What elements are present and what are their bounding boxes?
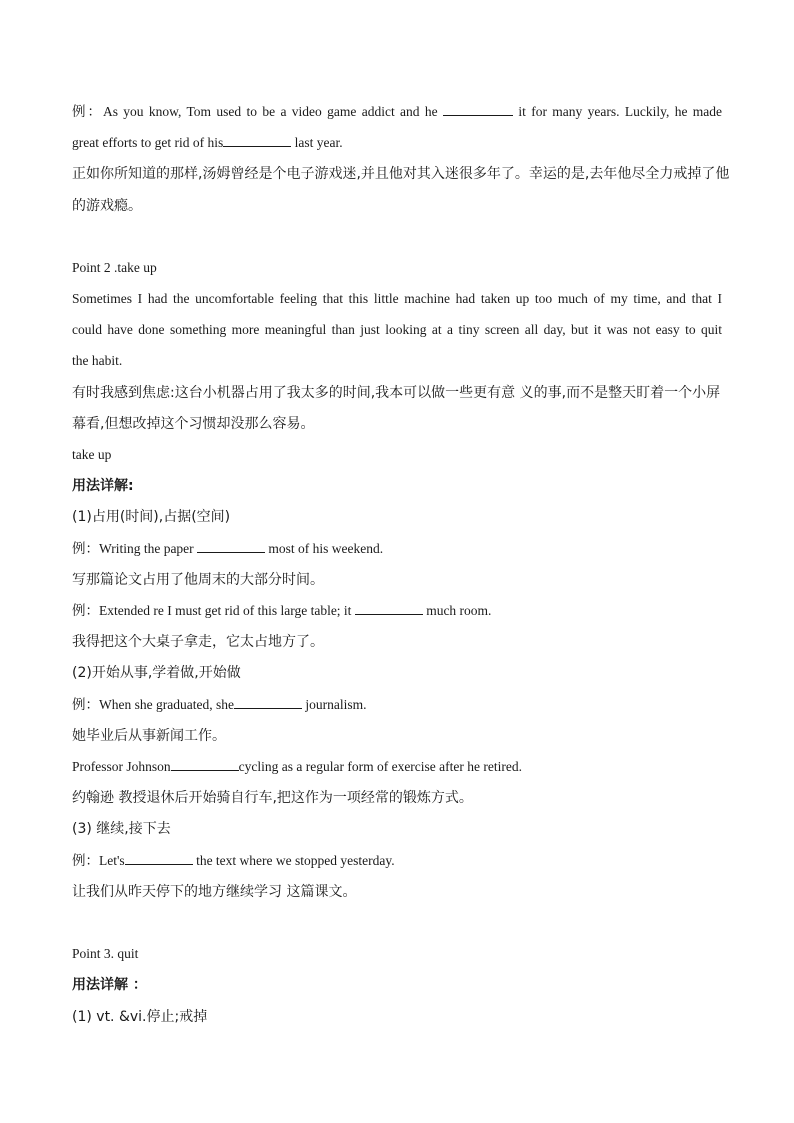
- example-1-text-b: it for many years. Luckily, he made: [518, 104, 723, 119]
- point-2-translation-2: 幕看,但想改掉这个习惯却没那么容易。: [72, 416, 315, 432]
- example-d-text: Professor Johnson: [72, 759, 171, 774]
- fill-blank[interactable]: [355, 602, 423, 615]
- point-3-usage-title: 用法详解 ：: [72, 977, 147, 993]
- example-b-end: much room.: [426, 603, 492, 618]
- example-1-translation-1: 正如你所知道的那样,汤姆曾经是个电子游戏迷,并且他对其入迷很多年了。幸运的是,去年他尽全力戒掉了他: [72, 166, 730, 182]
- example-1-line-1: [72, 102, 722, 122]
- example-d-end: cycling as a regular form of exercise after he retired.: [238, 759, 522, 774]
- point-2-heading: Point 2 .take up: [72, 260, 157, 275]
- sense-2-heading: (2)开始从事,学着做,开始做: [72, 665, 241, 681]
- example-c-text: 例：When she graduated, she: [72, 697, 234, 712]
- example-1-text-c: great efforts to get rid of his: [72, 135, 224, 150]
- sense-3-heading: (3) 继续,接下去: [72, 821, 171, 837]
- example-c: [72, 695, 366, 715]
- fill-blank[interactable]: [223, 134, 291, 147]
- fill-blank[interactable]: [197, 540, 265, 553]
- example-a-end: most of his weekend.: [268, 541, 384, 556]
- example-e-text: 例：Let's: [72, 853, 125, 868]
- example-a-translation: 写那篇论文占用了他周末的大部分时间。: [72, 572, 324, 588]
- example-e: [72, 851, 395, 871]
- example-1-text-d: last year.: [294, 135, 343, 150]
- point-2-usage-title: 用法详解:: [72, 478, 134, 494]
- example-c-end: journalism.: [305, 697, 367, 712]
- example-a: [72, 539, 383, 559]
- fill-blank[interactable]: [234, 696, 302, 709]
- example-d-translation: 约翰逊 教授退休后开始骑自行车,把这作为一项经常的锻炼方式。: [72, 790, 473, 806]
- example-1-translation-2: 的游戏瘾。: [72, 198, 142, 214]
- example-c-translation: 她毕业后从事新闻工作。: [72, 728, 226, 744]
- point-2-paragraph-line-2: could have done something more meaningful than just looking at a tiny screen all day, but it was not easy to quit: [72, 322, 722, 337]
- point-3-heading: Point 3. quit: [72, 946, 139, 961]
- example-1-line-2: [72, 133, 343, 153]
- example-a-text: 例：Writing the paper: [72, 541, 194, 556]
- example-e-end: the text where we stopped yesterday.: [196, 853, 395, 868]
- example-b-translation: 我得把这个大桌子拿走，它太占地方了。: [72, 634, 324, 650]
- example-b: [72, 601, 491, 621]
- fill-blank[interactable]: [443, 103, 513, 116]
- point-2-term: take up: [72, 447, 112, 462]
- example-b-text: 例：Extended re I must get rid of this large table; it: [72, 603, 352, 618]
- point-3-sense-1: (1) vt. &vi.停止;戒掉: [72, 1009, 208, 1025]
- sense-1-heading: (1)占用(时间),占据(空间): [72, 509, 231, 525]
- point-2-translation-1: 有时我感到焦虑:这台小机器占用了我太多的时间,我本可以做一些更有意 义的事,而不是整天盯着一个小屏: [72, 385, 721, 401]
- fill-blank[interactable]: [171, 758, 239, 771]
- example-1-text-a: 例：As you know, Tom used to be a video game addict and he: [72, 104, 438, 119]
- point-2-paragraph-line-1: Sometimes I had the uncomfortable feeling that this little machine had taken up too much of my time, and that I: [72, 291, 722, 306]
- point-2-paragraph-line-3: the habit.: [72, 353, 123, 368]
- example-e-translation: 让我们从昨天停下的地方继续学习 这篇课文。: [72, 884, 357, 900]
- fill-blank[interactable]: [125, 852, 193, 865]
- example-d: [72, 757, 522, 777]
